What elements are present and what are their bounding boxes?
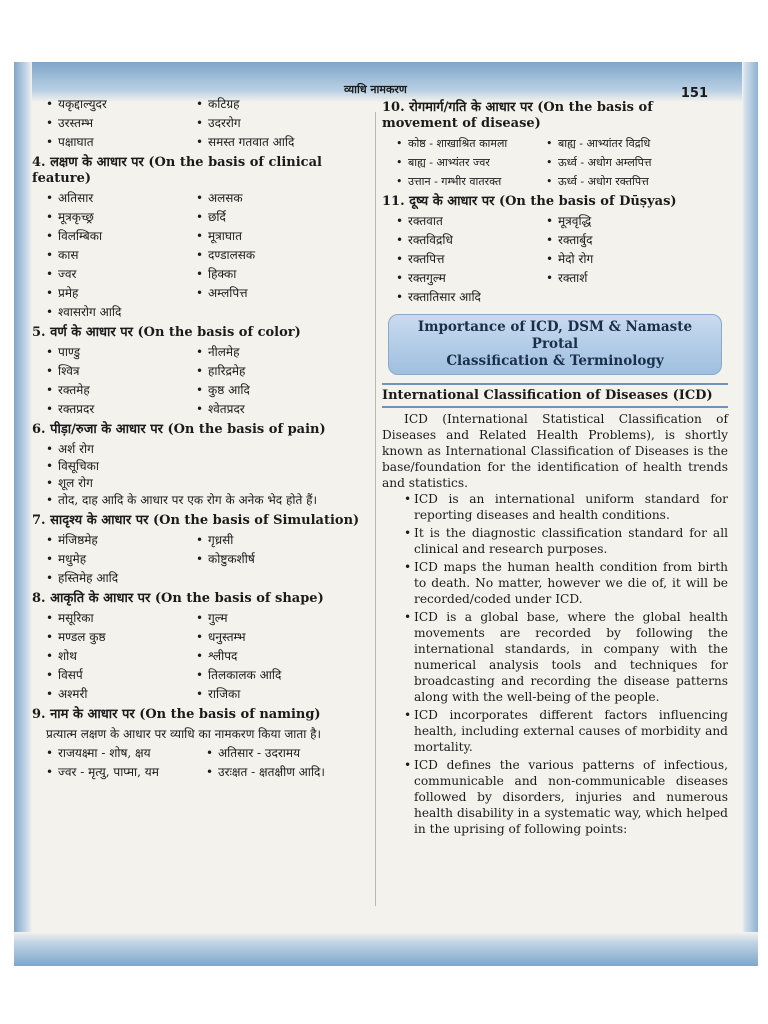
left-column bbox=[32, 96, 377, 781]
list-item: • ज्वर - मृत्यु, पाप्मा, यम bbox=[46, 764, 206, 781]
list-item: • अतिसार - उदरामय bbox=[206, 745, 377, 762]
list-item: • उत्तान - गम्भीर वातरक्त bbox=[396, 173, 546, 190]
book-page bbox=[14, 62, 758, 966]
list-item: • अर्श रोग bbox=[46, 441, 377, 458]
list-item: • राजिका bbox=[196, 686, 377, 703]
section-list bbox=[382, 213, 728, 306]
header-title: व्याधि नामकरण bbox=[344, 83, 407, 96]
right-column bbox=[382, 96, 728, 839]
list-item: • ज्वर bbox=[46, 266, 196, 283]
list-item: • मसूरिका bbox=[46, 610, 196, 627]
list-item: • गुल्म bbox=[196, 610, 377, 627]
section-list bbox=[32, 532, 377, 587]
section-list bbox=[382, 135, 728, 190]
list-item: • श्वित्र bbox=[46, 363, 196, 380]
list-item: • हारिद्रमेह bbox=[196, 363, 377, 380]
list-item: • नीलमेह bbox=[196, 344, 377, 361]
list-item: • अतिसार bbox=[46, 190, 196, 207]
bullet-item: • ICD incorporates different factors influencing health, including external causes of morbidity and mortality. bbox=[414, 707, 728, 755]
section-list bbox=[32, 745, 377, 781]
list-item: • शूल रोग bbox=[46, 475, 377, 492]
topic-banner bbox=[388, 314, 722, 375]
list-item: • कास bbox=[46, 247, 196, 264]
section-intro: प्रत्यात्म लक्षण के आधार पर व्याधि का नामकरण किया जाता है। bbox=[46, 727, 322, 741]
intro-paragraph: ICD (International Statistical Classification of Diseases and Related Health Problems), is shortly known as International Classification of Diseases is the base/foundation for the identification of health trends and statistics. bbox=[382, 412, 728, 490]
page-edge-right bbox=[742, 62, 758, 966]
bullet-item: • ICD is a global base, where the global health movements are recorded by following the international standards, in company with the numerical analysis tools and techniques for broadcasting and recording the disease patterns along with the well-being of the people. bbox=[414, 609, 728, 705]
list-item: • उरस्तम्भ bbox=[46, 115, 196, 132]
list-item: • मूत्रवृद्धि bbox=[546, 213, 728, 230]
list-item: • मधुमेह bbox=[46, 551, 196, 568]
list-item: • ऊर्ध्व - अधोग अम्लपित्त bbox=[546, 154, 728, 171]
section-heading: 7. सादृश्य के आधार पर (On the basis of Simulation) bbox=[32, 513, 360, 528]
list-item: • मूत्रकृच्छ्र bbox=[46, 209, 196, 226]
list-item: • विसूचिका bbox=[46, 458, 377, 475]
list-item: • कोष्टुकशीर्ष bbox=[196, 551, 377, 568]
banner-line: Importance of ICD, DSM & Namaste bbox=[417, 319, 693, 335]
section-heading: 11. दूष्य के आधार पर (On the basis of Dūṣyas) bbox=[382, 194, 677, 209]
section-heading: 9. नाम के आधार पर (On the basis of naming) bbox=[32, 707, 321, 722]
list-item: • श्लीपद bbox=[196, 648, 377, 665]
subsection-heading: International Classification of Diseases (ICD) bbox=[382, 383, 728, 408]
list-item: • कोष्ठ - शाखाश्रित कामला bbox=[396, 135, 546, 152]
list-item: • रक्तवात bbox=[396, 213, 546, 230]
page-edge-left bbox=[14, 62, 32, 966]
section-list bbox=[32, 610, 377, 703]
section-heading: 5. वर्ण के आधार पर (On the basis of color) bbox=[32, 325, 301, 340]
list-item: • अश्मरी bbox=[46, 686, 196, 703]
list-item: • बाह्य - आभ्यंतर ज्वर bbox=[396, 154, 546, 171]
list-item: • शोथ bbox=[46, 648, 196, 665]
page-number: 151 bbox=[680, 86, 708, 101]
list-item: • यकृद्दाल्युदर bbox=[46, 96, 196, 113]
list-item: • अलसक bbox=[196, 190, 377, 207]
section-list bbox=[32, 344, 377, 418]
section-list bbox=[32, 190, 377, 321]
bullet-list bbox=[382, 491, 728, 837]
list-item: • मण्डल कुष्ठ bbox=[46, 629, 196, 646]
list-item: • रक्तार्श bbox=[546, 270, 728, 287]
list-item: • ऊर्ध्व - अधोग रक्तपित्त bbox=[546, 173, 728, 190]
list-item: • रक्तगुल्म bbox=[396, 270, 546, 287]
section-list bbox=[32, 441, 377, 492]
banner-line: Protal bbox=[531, 336, 579, 352]
list-item: • रक्तमेह bbox=[46, 382, 196, 399]
list-item: • बाह्य - आभ्यांतर विद्रधि bbox=[546, 135, 728, 152]
list-item: • गृध्रसी bbox=[196, 532, 377, 549]
list-item: • धनुस्तम्भ bbox=[196, 629, 377, 646]
list-item: • रक्तार्बुद bbox=[546, 232, 728, 249]
section-note: • तोद, दाह आदि के आधार पर एक रोग के अनेक भेद होते हैं। bbox=[46, 492, 377, 509]
section-heading: 6. पीड़ा/रुजा के आधार पर (On the basis of pain) bbox=[32, 422, 326, 437]
list-item: • विसर्प bbox=[46, 667, 196, 684]
list-item: • रक्तपित्त bbox=[396, 251, 546, 268]
list-item: • रक्तविद्रधि bbox=[396, 232, 546, 249]
list-item: • छर्दि bbox=[196, 209, 377, 226]
list-item: • हिक्का bbox=[196, 266, 377, 283]
section-heading: 4. लक्षण के आधार पर (On the basis of clinical feature) bbox=[32, 155, 322, 186]
top-list bbox=[32, 96, 377, 151]
list-item: • कुष्ठ आदि bbox=[196, 382, 377, 399]
section-heading: 10. रोगमार्ग/गति के आधार पर (On the basis of movement of disease) bbox=[382, 100, 653, 131]
list-item: • मूत्राघात bbox=[196, 228, 377, 245]
page-edge-bottom bbox=[14, 932, 758, 966]
list-item: • मेदो रोग bbox=[546, 251, 728, 268]
list-item: • हस्तिमेह आदि bbox=[46, 570, 196, 587]
list-item: • समस्त गतवात आदि bbox=[196, 134, 377, 151]
list-item: • रक्तप्रदर bbox=[46, 401, 196, 418]
list-item: • मंजिष्ठमेह bbox=[46, 532, 196, 549]
bullet-item: • ICD is an international uniform standard for reporting diseases and health conditions. bbox=[414, 491, 728, 523]
list-item: • पाण्डु bbox=[46, 344, 196, 361]
section-heading: 8. आकृति के आधार पर (On the basis of shape) bbox=[32, 591, 324, 606]
list-item: • राजयक्ष्मा - शोष, क्षय bbox=[46, 745, 206, 762]
list-item: • श्वेतप्रदर bbox=[196, 401, 377, 418]
banner-line: Classification & Terminology bbox=[446, 353, 664, 369]
list-item: • उदररोग bbox=[196, 115, 377, 132]
list-item: • रक्तातिसार आदि bbox=[396, 289, 546, 306]
list-item: • कटिग्रह bbox=[196, 96, 377, 113]
list-item: • अम्लपित्त bbox=[196, 285, 377, 302]
list-item: • उरःक्षत - क्षतक्षीण आदि। bbox=[206, 764, 377, 781]
list-item: • विलम्बिका bbox=[46, 228, 196, 245]
list-item: • पक्षाघात bbox=[46, 134, 196, 151]
list-item: • तिलकालक आदि bbox=[196, 667, 377, 684]
bullet-item: • It is the diagnostic classification standard for all clinical and research purposes. bbox=[414, 525, 728, 557]
list-item: • दण्डालसक bbox=[196, 247, 377, 264]
list-item: • प्रमेह bbox=[46, 285, 196, 302]
bullet-item: • ICD maps the human health condition from birth to death. No matter, however we die of, it will be recorded/coded under ICD. bbox=[414, 559, 728, 607]
bullet-item: • ICD defines the various patterns of infectious, communicable and non-communicable diseases followed by disorders, injuries and numerous health disability in a systematic way, which helped in the uprising of following points: bbox=[414, 757, 728, 837]
list-item: • श्वासरोग आदि bbox=[46, 304, 196, 321]
